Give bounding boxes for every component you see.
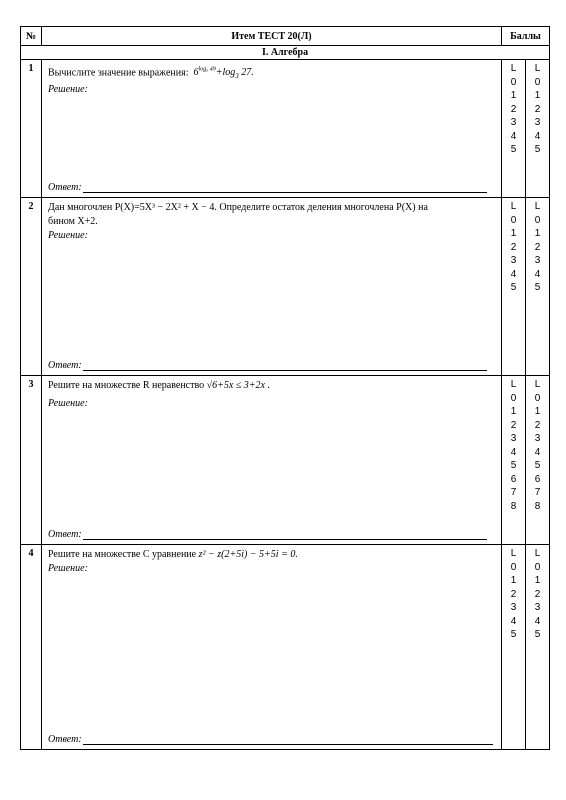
score-value[interactable]: 4 (534, 615, 541, 627)
score-value[interactable]: 3 (510, 602, 517, 613)
score-value[interactable]: L (510, 548, 517, 559)
score-value[interactable]: 3 (534, 602, 541, 613)
task-cell (42, 60, 502, 198)
task-number: 1 (21, 60, 42, 198)
answer-label: Ответ: (48, 529, 82, 540)
formula-exponent: log₆ 49 (198, 67, 216, 73)
formula-base: 6 (193, 67, 199, 79)
score-value[interactable]: 3 (510, 255, 517, 266)
task-cell (42, 545, 502, 750)
score-column-b (526, 545, 550, 750)
score-value[interactable]: 0 (534, 76, 541, 88)
score-value[interactable]: L (534, 63, 541, 74)
score-column-header: Баллы (502, 27, 550, 46)
score-value[interactable]: 5 (534, 460, 541, 471)
table-title: Итем ТЕСТ 20(Л) (42, 27, 502, 46)
score-value[interactable]: 2 (534, 419, 541, 431)
score-value[interactable]: 6 (510, 473, 517, 485)
score-value[interactable]: 0 (534, 561, 541, 573)
score-value[interactable]: 0 (510, 392, 517, 404)
score-value[interactable]: 2 (510, 103, 517, 115)
score-value[interactable]: 4 (510, 446, 517, 458)
answer-underline[interactable] (83, 734, 493, 745)
score-value[interactable]: 5 (510, 144, 517, 155)
task-cell (42, 198, 502, 376)
task-row (21, 376, 550, 545)
score-value[interactable]: 4 (510, 130, 517, 142)
task-number: 4 (21, 545, 42, 750)
score-value[interactable]: 3 (534, 255, 541, 266)
question-text: Решите на множестве C уравнение (48, 549, 197, 560)
score-value[interactable]: L (534, 548, 541, 559)
score-value[interactable]: 6 (534, 473, 541, 485)
score-value[interactable]: L (510, 201, 517, 212)
formula-log: +log (215, 67, 236, 79)
score-value[interactable]: 1 (534, 90, 541, 101)
score-value[interactable]: 5 (534, 629, 541, 640)
score-value[interactable]: L (534, 201, 541, 212)
question-formula: √6+5x ≤ 3+2x . (206, 380, 270, 391)
answer-line[interactable] (48, 529, 487, 540)
score-value[interactable]: 1 (510, 90, 517, 101)
score-value[interactable]: 2 (534, 103, 541, 115)
task-row (21, 198, 550, 376)
task-cell (42, 376, 502, 545)
score-value[interactable]: 2 (510, 419, 517, 431)
score-value[interactable]: 0 (510, 76, 517, 88)
answer-line[interactable] (48, 182, 487, 193)
score-value[interactable]: 1 (534, 406, 541, 417)
task-question-line2: бином X+2. (48, 216, 98, 227)
score-column-b (526, 376, 550, 545)
score-column-a (502, 545, 526, 750)
score-value[interactable]: 4 (534, 268, 541, 280)
score-value[interactable]: 1 (534, 228, 541, 239)
score-value[interactable]: L (510, 63, 517, 74)
score-column-a (502, 198, 526, 376)
score-value[interactable]: 4 (534, 130, 541, 142)
score-column-b (526, 198, 550, 376)
task-number: 2 (21, 198, 42, 376)
score-value[interactable]: L (510, 379, 517, 390)
solution-label: Решение: (48, 398, 88, 409)
score-value[interactable]: 8 (534, 500, 541, 512)
score-value[interactable]: 0 (510, 214, 517, 226)
score-value[interactable]: 2 (534, 241, 541, 253)
answer-label: Ответ: (48, 360, 82, 371)
score-value[interactable]: 2 (534, 588, 541, 600)
score-value[interactable]: 5 (510, 460, 517, 471)
answer-underline[interactable] (83, 182, 487, 193)
answer-underline[interactable] (83, 529, 487, 540)
score-value[interactable]: 4 (534, 446, 541, 458)
question-text: Вычислите значение выражения: (48, 67, 189, 79)
answer-underline[interactable] (83, 360, 487, 371)
header-row (21, 27, 550, 46)
task-question-line1: Дан многочлен P(X)=5X³ − 2X² + X − 4. Определите остаток деления многочлена P(X) на (48, 202, 428, 213)
score-value[interactable]: 5 (534, 144, 541, 155)
section-row (21, 46, 550, 60)
solution-label: Решение: (48, 84, 88, 96)
question-text: Решите на множестве R неравенство (48, 380, 205, 391)
score-value[interactable]: 3 (510, 433, 517, 444)
score-column-a (502, 376, 526, 545)
task-question (48, 63, 495, 83)
score-value[interactable]: 7 (534, 487, 541, 498)
score-value[interactable]: 4 (510, 615, 517, 627)
score-value[interactable]: L (534, 379, 541, 390)
score-value[interactable]: 0 (510, 561, 517, 573)
question-formula (191, 67, 254, 81)
score-value[interactable]: 0 (534, 214, 541, 226)
answer-label: Ответ: (48, 734, 82, 745)
formula-argument: 27. (238, 67, 254, 79)
score-value[interactable]: 4 (510, 268, 517, 280)
score-value[interactable]: 5 (510, 629, 517, 640)
score-value[interactable]: 1 (534, 575, 541, 586)
task-row (21, 545, 550, 750)
score-value[interactable]: 2 (510, 588, 517, 600)
number-column-header: № (21, 27, 42, 46)
score-value[interactable]: 5 (534, 282, 541, 293)
test-sheet (20, 26, 549, 750)
score-value[interactable]: 3 (534, 433, 541, 444)
score-value[interactable]: 1 (510, 228, 517, 239)
score-column-a (502, 60, 526, 198)
task-question (48, 379, 495, 393)
answer-label: Ответ: (48, 182, 82, 193)
task-row (21, 60, 550, 198)
score-value[interactable]: 7 (510, 487, 517, 498)
score-value[interactable]: 2 (510, 241, 517, 253)
score-value[interactable]: 5 (510, 282, 517, 293)
score-value[interactable]: 3 (510, 117, 517, 128)
task-question (48, 548, 495, 562)
score-value[interactable]: 3 (534, 117, 541, 128)
section-title: I. Алгебра (21, 46, 550, 60)
score-value[interactable]: 8 (510, 500, 517, 512)
task-number: 3 (21, 376, 42, 545)
score-value[interactable]: 1 (510, 575, 517, 586)
answer-line[interactable] (48, 734, 493, 745)
answer-line[interactable] (48, 360, 487, 371)
score-value[interactable]: 1 (510, 406, 517, 417)
solution-label: Решение: (48, 563, 88, 574)
test-table (20, 26, 550, 750)
question-formula: z² − z(2+5i) − 5+5i = 0. (198, 549, 298, 560)
score-value[interactable]: 0 (534, 392, 541, 404)
score-column-b (526, 60, 550, 198)
formula-log-base: 3 (235, 72, 239, 81)
solution-label: Решение: (48, 230, 88, 241)
